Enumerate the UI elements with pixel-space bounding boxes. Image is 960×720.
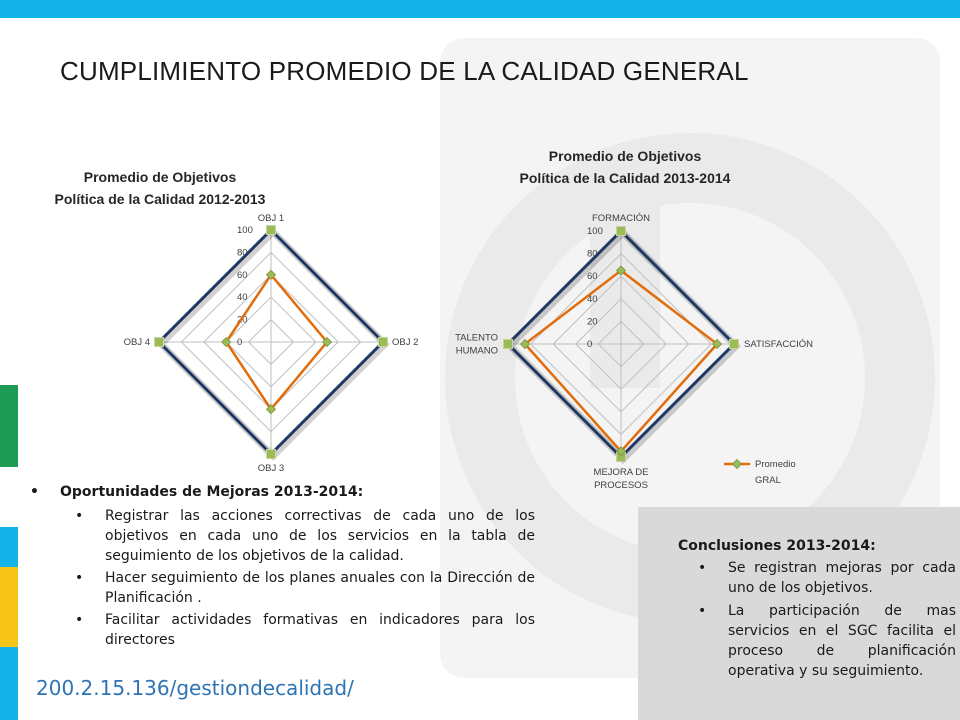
category-label: SATISFACCIÓN	[744, 339, 813, 350]
chart1-title-line1: Promedio de Objetivos	[83, 169, 237, 185]
list-item-text: Hacer seguimiento de los planes anuales con la Dirección de Planificación .	[105, 570, 535, 606]
category-label: OBJ 1	[257, 213, 285, 224]
bullet-icon: •	[698, 560, 707, 576]
bullet-icon: •	[75, 570, 84, 586]
opportunities-section	[30, 484, 535, 652]
chart1-title-line2: Política de la Calidad 2012-2013	[54, 191, 266, 207]
data-point	[617, 227, 626, 236]
tick-label: 40	[237, 292, 248, 304]
legend-marker	[733, 460, 742, 469]
opportunities-heading-text: Oportunidades de Mejoras 2013-2014:	[60, 484, 364, 500]
conclusions-heading: Conclusiones 2013-2014:	[678, 538, 876, 554]
slide-title: CUMPLIMIENTO PROMEDIO DE LA CALIDAD GENERAL	[60, 56, 749, 86]
data-point	[504, 340, 513, 349]
legend-label: Promedio	[755, 459, 796, 470]
chart-legend	[724, 459, 796, 486]
series-shadow	[510, 233, 736, 459]
bullet-icon: •	[75, 612, 84, 628]
category-label: OBJ 4	[123, 337, 150, 348]
conclusions-section	[678, 538, 956, 684]
category-label: OBJ 2	[392, 337, 419, 348]
tick-label: 20	[237, 314, 248, 326]
list-item	[698, 601, 956, 681]
tick-label: 0	[237, 337, 243, 348]
tick-label: 60	[237, 269, 248, 281]
tick-label: 80	[587, 248, 598, 260]
bullet-icon: •	[698, 603, 707, 619]
tick-label: 100	[587, 226, 603, 237]
legend-label: GRAL	[755, 475, 781, 486]
category-label: FORMACIÓN	[591, 213, 651, 224]
category-label: TALENTO	[455, 332, 498, 344]
bullet-icon: •	[75, 508, 84, 524]
tick-label: 20	[587, 316, 598, 328]
list-item	[75, 506, 535, 566]
chart2-title-line1: Promedio de Objetivos	[548, 148, 702, 164]
category-label: PROCESOS	[594, 480, 648, 491]
footer-link[interactable]: 200.2.15.136/gestiondecalidad/	[36, 676, 354, 700]
list-item-text: La participación de mas servicios en el SGC facilita el proceso de planificación operativa y su seguimiento.	[728, 603, 956, 679]
category-label: OBJ 3	[257, 463, 285, 474]
tick-label: 0	[587, 339, 593, 350]
data-point	[730, 340, 739, 349]
list-item-text: Se registran mejoras por cada uno de los objetivos.	[728, 560, 956, 596]
list-item	[75, 610, 535, 650]
tick-label: 100	[237, 225, 253, 236]
conclusions-list	[678, 558, 956, 681]
list-item-text: Facilitar actividades formativas en indicadores para los directores	[105, 612, 535, 648]
opportunities-list	[30, 506, 535, 650]
list-item-text: Registrar las acciones correctivas de cada uno de los objetivos en cada uno de los servicios en la tabla de seguimiento de los objetivos de la calidad.	[105, 508, 535, 564]
tick-label: 40	[587, 293, 598, 305]
category-label: MEJORA DE	[593, 467, 649, 478]
bullet-icon: •	[30, 484, 39, 500]
opportunities-heading	[30, 484, 535, 500]
chart2-title-line2: Política de la Calidad 2013-2014	[519, 170, 731, 186]
list-item	[698, 558, 956, 598]
tick-label: 60	[587, 271, 598, 283]
tick-label: 80	[237, 247, 248, 259]
list-item	[75, 568, 535, 608]
category-label: HUMANO	[455, 345, 498, 357]
